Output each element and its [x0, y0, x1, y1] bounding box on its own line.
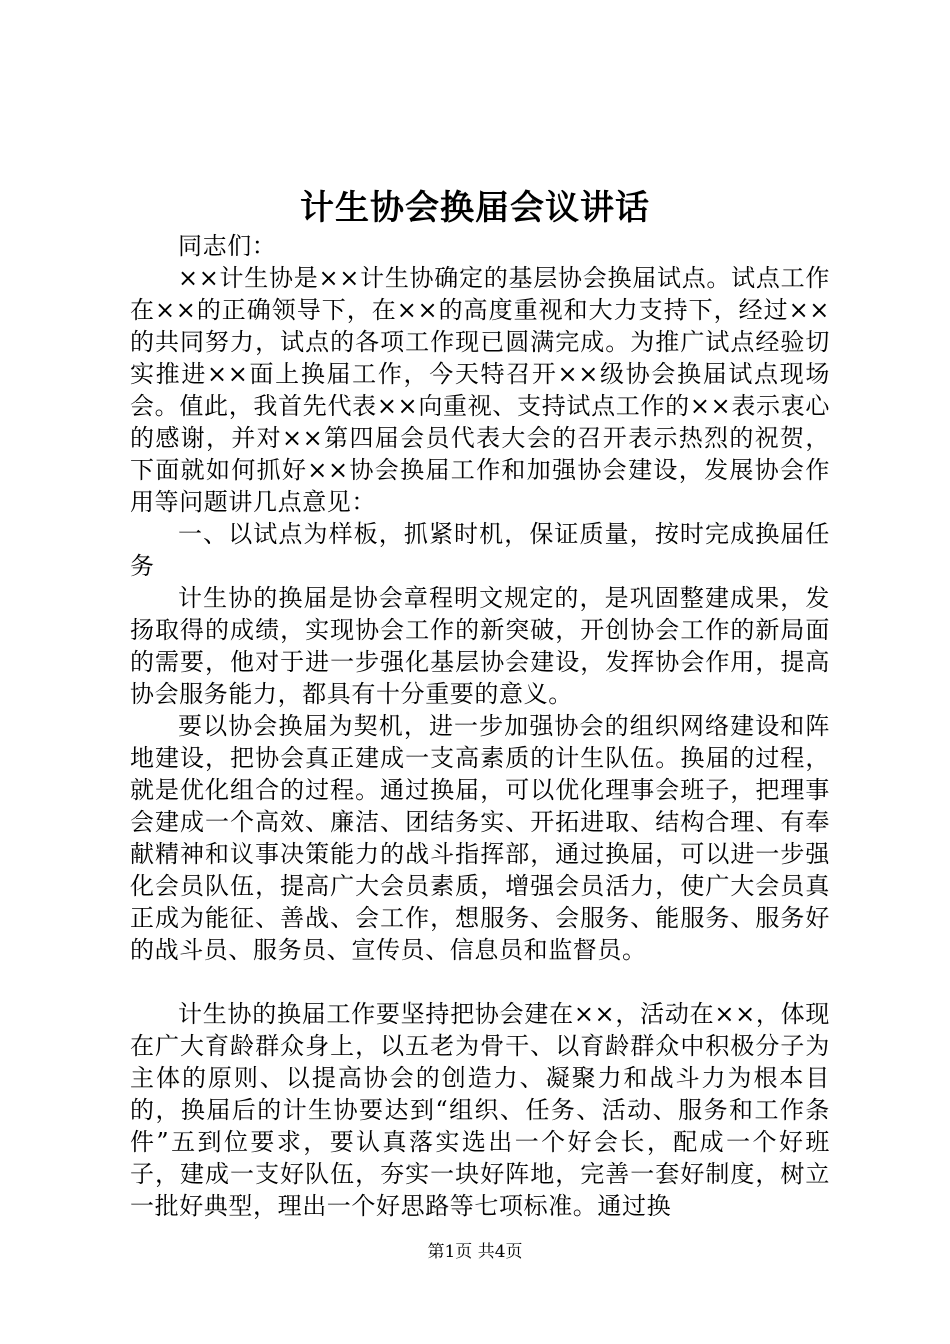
body-paragraph: 计生协的换届工作要坚持把协会建在××，活动在××，体现在广大育龄群众身上，以五老为骨干、以育龄群众中积极分子为主体的原则、以提高协会的创造力、凝聚力和战斗力为根本目的，换届后的计生协要达到“组织、任务、活动、服务和工作条件”五到位要求，要认真落实选出一个好会长，配成一个好班子，建成一支好队伍，夯实一块好阵地，完善一套好制度，树立一批好典型，理出一个好思路等七项标准。通过换 [130, 1000, 830, 1220]
body-paragraph: 要以协会换届为契机，进一步加强协会的组织网络建设和阵地建设，把协会真正建成一支高素质的计生队伍。换届的过程，就是优化组合的过程。通过换届，可以优化理事会班子，把理事会建成一个高效、廉洁、团结务实、开拓进取、结构合理、有奉献精神和议事决策能力的战斗指挥部，通过换届，可以进一步强化会员队伍，提高广大会员素质，增强会员活力，使广大会员真正成为能征、善战、会工作，想服务、会服务、能服务、服务好的战斗员、服务员、宣传员、信息员和监督员。 [130, 712, 830, 964]
salutation: 同志们： [178, 232, 277, 260]
document-title: 计生协会换届会议讲话 [300, 188, 650, 228]
section-heading: 一、以试点为样板，抓紧时机，保证质量，按时完成换届任务 [130, 520, 830, 580]
body-paragraph: 计生协的换届是协会章程明文规定的，是巩固整建成果，发扬取得的成绩，实现协会工作的新突破，开创协会工作的新局面的需要，他对于进一步强化基层协会建设，发挥协会作用，提高协会服务能力，都具有十分重要的意义。 [130, 584, 830, 708]
body-paragraph: ××计生协是××计生协确定的基层协会换届试点。试点工作在××的正确领导下，在××的高度重视和大力支持下，经过××的共同努力，试点的各项工作现已圆满完成。为推广试点经验切实推进××面上换届工作，今天特召开××级协会换届试点现场会。值此，我首先代表××向重视、支持试点工作的××表示衷心的感谢，并对××第四届会员代表大会的召开表示热烈的祝贺，下面就如何抓好××协会换届工作和加强协会建设，发展协会作用等问题讲几点意见： [130, 264, 830, 516]
document-body [130, 230, 830, 1222]
page-number: 第1页 共4页 [427, 1242, 523, 1262]
